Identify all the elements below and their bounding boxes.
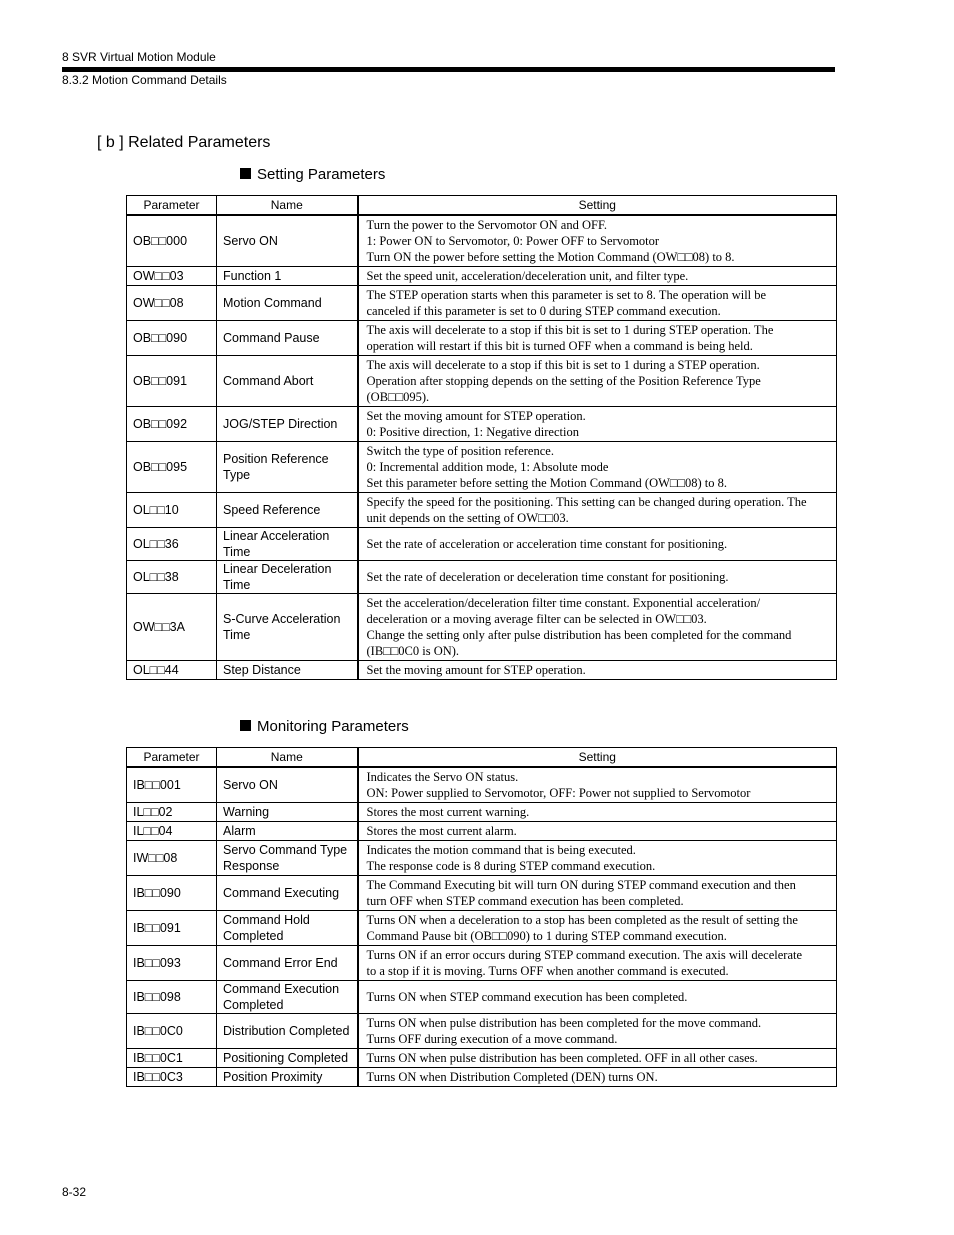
setting-line: Turns ON when STEP command execution has been completed. [366, 990, 688, 1004]
parameter-cell: IB□□091 [127, 911, 217, 946]
parameter-cell: OB□□092 [127, 407, 217, 442]
section-title: [ b ] Related Parameters [97, 134, 271, 151]
setting-line: Turns ON when pulse distribution has been completed. OFF in all other cases. [366, 1051, 758, 1065]
column-header-setting: Setting [358, 748, 837, 768]
name-cell: Servo Command Type Response [217, 841, 358, 876]
setting-line: Turns ON if an error occurs during STEP command execution. The axis will decelerate [366, 948, 803, 962]
name-cell: Distribution Completed [217, 1014, 358, 1049]
setting-line: to a stop if it is moving. Turns OFF when another command is executed. [366, 964, 729, 978]
setting-line: Stores the most current warning. [366, 805, 530, 819]
name-cell: Positioning Completed [217, 1049, 358, 1068]
table-row [127, 321, 837, 356]
setting-line: The Command Executing bit will turn ON during STEP command execution and then [366, 878, 796, 892]
setting-cell [358, 1049, 837, 1068]
setting-line: Indicates the Servo ON status. [366, 770, 519, 784]
parameter-cell: OL□□38 [127, 561, 217, 594]
setting-line: Set the moving amount for STEP operation. [366, 409, 586, 423]
table-row [127, 876, 837, 911]
setting-line: The response code is 8 during STEP command execution. [366, 859, 656, 873]
name-cell: Servo ON [217, 215, 358, 267]
setting-line: Set the acceleration/deceleration filter time constant. Exponential acceleration/ [366, 596, 761, 610]
parameter-cell: IB□□001 [127, 767, 217, 803]
column-header-parameter: Parameter [127, 748, 217, 768]
parameter-cell: IB□□090 [127, 876, 217, 911]
name-cell: Function 1 [217, 267, 358, 286]
table-header-row [127, 748, 837, 768]
table-header-row [127, 196, 837, 216]
table-row [127, 267, 837, 286]
setting-line: Indicates the motion command that is being executed. [366, 843, 636, 857]
monitoring-parameters-title-text: Monitoring Parameters [257, 718, 409, 735]
setting-cell [358, 661, 837, 680]
chapter-header: 8 SVR Virtual Motion Module [62, 50, 216, 64]
setting-line: Turns ON when a deceleration to a stop has been completed as the result of setting the [366, 913, 798, 927]
setting-cell [358, 442, 837, 493]
setting-line: Switch the type of position reference. [366, 444, 554, 458]
setting-line: 0: Incremental addition mode, 1: Absolute mode [366, 460, 609, 474]
table-row [127, 767, 837, 803]
name-cell: S-Curve Acceleration Time [217, 594, 358, 661]
setting-line: Set the moving amount for STEP operation. [366, 663, 586, 677]
setting-cell [358, 822, 837, 841]
setting-cell [358, 561, 837, 594]
setting-line: canceled if this parameter is set to 0 during STEP command execution. [366, 304, 721, 318]
setting-line: unit depends on the setting of OW□□03. [366, 511, 569, 525]
setting-cell [358, 876, 837, 911]
setting-cell [358, 767, 837, 803]
setting-line: Change the setting only after pulse distribution has been completed for the command [366, 628, 792, 642]
name-cell: Servo ON [217, 767, 358, 803]
setting-line: ON: Power supplied to Servomotor, OFF: Power not supplied to Servomotor [366, 786, 751, 800]
column-header-name: Name [217, 748, 358, 768]
setting-cell [358, 946, 837, 981]
name-cell: Position Proximity [217, 1068, 358, 1087]
setting-cell [358, 1014, 837, 1049]
monitoring-parameters-table [126, 747, 837, 1087]
parameter-cell: IB□□0C3 [127, 1068, 217, 1087]
setting-cell [358, 493, 837, 528]
setting-line: Set the speed unit, acceleration/deceleration unit, and filter type. [366, 269, 689, 283]
setting-cell [358, 407, 837, 442]
setting-cell [358, 286, 837, 321]
table-row [127, 528, 837, 561]
setting-line: (IB□□0C0 is ON). [366, 644, 460, 658]
setting-line: The axis will decelerate to a stop if this bit is set to 1 during STEP operation. The [366, 323, 774, 337]
setting-line: 0: Positive direction, 1: Negative direction [366, 425, 579, 439]
parameter-cell: OW□□08 [127, 286, 217, 321]
name-cell: Position Reference Type [217, 442, 358, 493]
table-row [127, 911, 837, 946]
setting-cell [358, 841, 837, 876]
setting-cell [358, 321, 837, 356]
setting-line: Turns OFF during execution of a move command. [366, 1032, 618, 1046]
table-row [127, 286, 837, 321]
parameter-cell: OB□□090 [127, 321, 217, 356]
name-cell: Linear Acceleration Time [217, 528, 358, 561]
parameter-cell: IW□□08 [127, 841, 217, 876]
parameter-cell: OB□□095 [127, 442, 217, 493]
setting-parameters-title [240, 166, 385, 183]
column-header-parameter: Parameter [127, 196, 217, 216]
table-row [127, 822, 837, 841]
setting-cell [358, 356, 837, 407]
parameter-cell: IB□□098 [127, 981, 217, 1014]
setting-line: operation will restart if this bit is turned OFF when a command is being held. [366, 339, 753, 353]
setting-line: Stores the most current alarm. [366, 824, 517, 838]
name-cell: Linear Deceleration Time [217, 561, 358, 594]
setting-cell [358, 215, 837, 267]
setting-cell [358, 981, 837, 1014]
table-row [127, 594, 837, 661]
table-row [127, 493, 837, 528]
parameter-cell: OL□□36 [127, 528, 217, 561]
parameter-cell: OB□□091 [127, 356, 217, 407]
setting-cell [358, 267, 837, 286]
setting-line: Turn the power to the Servomotor ON and OFF. [366, 218, 608, 232]
setting-cell [358, 528, 837, 561]
setting-line: 1: Power ON to Servomotor, 0: Power OFF to Servomotor [366, 234, 660, 248]
table-row [127, 215, 837, 267]
setting-line: Specify the speed for the positioning. This setting can be changed during operation. The [366, 495, 807, 509]
section-header: 8.3.2 Motion Command Details [62, 73, 227, 87]
parameter-cell: IB□□0C1 [127, 1049, 217, 1068]
setting-line: Set this parameter before setting the Motion Command (OW□□08) to 8. [366, 476, 728, 490]
setting-line: Turns ON when Distribution Completed (DEN) turns ON. [366, 1070, 658, 1084]
setting-line: The STEP operation starts when this parameter is set to 8. The operation will be [366, 288, 767, 302]
monitoring-parameters-title [240, 718, 409, 735]
setting-line: deceleration or a moving average filter can be selected in OW□□03. [366, 612, 707, 626]
table-row [127, 561, 837, 594]
parameter-cell: IB□□0C0 [127, 1014, 217, 1049]
name-cell: Alarm [217, 822, 358, 841]
table-row [127, 442, 837, 493]
column-header-name: Name [217, 196, 358, 216]
setting-line: Set the rate of deceleration or deceleration time constant for positioning. [366, 570, 729, 584]
table-row [127, 981, 837, 1014]
setting-cell [358, 803, 837, 822]
parameter-cell: OL□□10 [127, 493, 217, 528]
name-cell: JOG/STEP Direction [217, 407, 358, 442]
name-cell: Command Pause [217, 321, 358, 356]
setting-parameters-table [126, 195, 837, 680]
parameter-cell: OW□□3A [127, 594, 217, 661]
table-row [127, 1068, 837, 1087]
name-cell: Command Hold Completed [217, 911, 358, 946]
name-cell: Speed Reference [217, 493, 358, 528]
table-row [127, 841, 837, 876]
setting-line: turn OFF when STEP command execution has been completed. [366, 894, 684, 908]
parameter-cell: OB□□000 [127, 215, 217, 267]
setting-line: Turn ON the power before setting the Motion Command (OW□□08) to 8. [366, 250, 735, 264]
parameter-cell: OL□□44 [127, 661, 217, 680]
parameter-cell: IB□□093 [127, 946, 217, 981]
setting-line: (OB□□095). [366, 390, 430, 404]
table-row [127, 946, 837, 981]
table-row [127, 356, 837, 407]
setting-parameters-title-text: Setting Parameters [257, 166, 386, 183]
name-cell: Command Executing [217, 876, 358, 911]
setting-cell [358, 594, 837, 661]
setting-line: Command Pause bit (OB□□090) to 1 during STEP command execution. [366, 929, 727, 943]
name-cell: Command Execution Completed [217, 981, 358, 1014]
setting-line: The axis will decelerate to a stop if this bit is set to 1 during a STEP operation. [366, 358, 760, 372]
name-cell: Motion Command [217, 286, 358, 321]
header-rule [62, 67, 835, 72]
name-cell: Warning [217, 803, 358, 822]
parameter-cell: IL□□02 [127, 803, 217, 822]
setting-line: Turns ON when pulse distribution has been completed for the move command. [366, 1016, 762, 1030]
parameter-cell: OW□□03 [127, 267, 217, 286]
column-header-setting: Setting [358, 196, 837, 216]
square-bullet-icon [240, 168, 251, 179]
parameter-cell: IL□□04 [127, 822, 217, 841]
table-row [127, 661, 837, 680]
setting-cell [358, 911, 837, 946]
name-cell: Step Distance [217, 661, 358, 680]
table-row [127, 803, 837, 822]
table-row [127, 1014, 837, 1049]
setting-line: Operation after stopping depends on the setting of the Position Reference Type [366, 374, 761, 388]
table-row [127, 1049, 837, 1068]
square-bullet-icon [240, 720, 251, 731]
setting-line: Set the rate of acceleration or acceleration time constant for positioning. [366, 537, 728, 551]
name-cell: Command Abort [217, 356, 358, 407]
setting-cell [358, 1068, 837, 1087]
name-cell: Command Error End [217, 946, 358, 981]
page-number: 8-32 [62, 1185, 87, 1199]
table-row [127, 407, 837, 442]
